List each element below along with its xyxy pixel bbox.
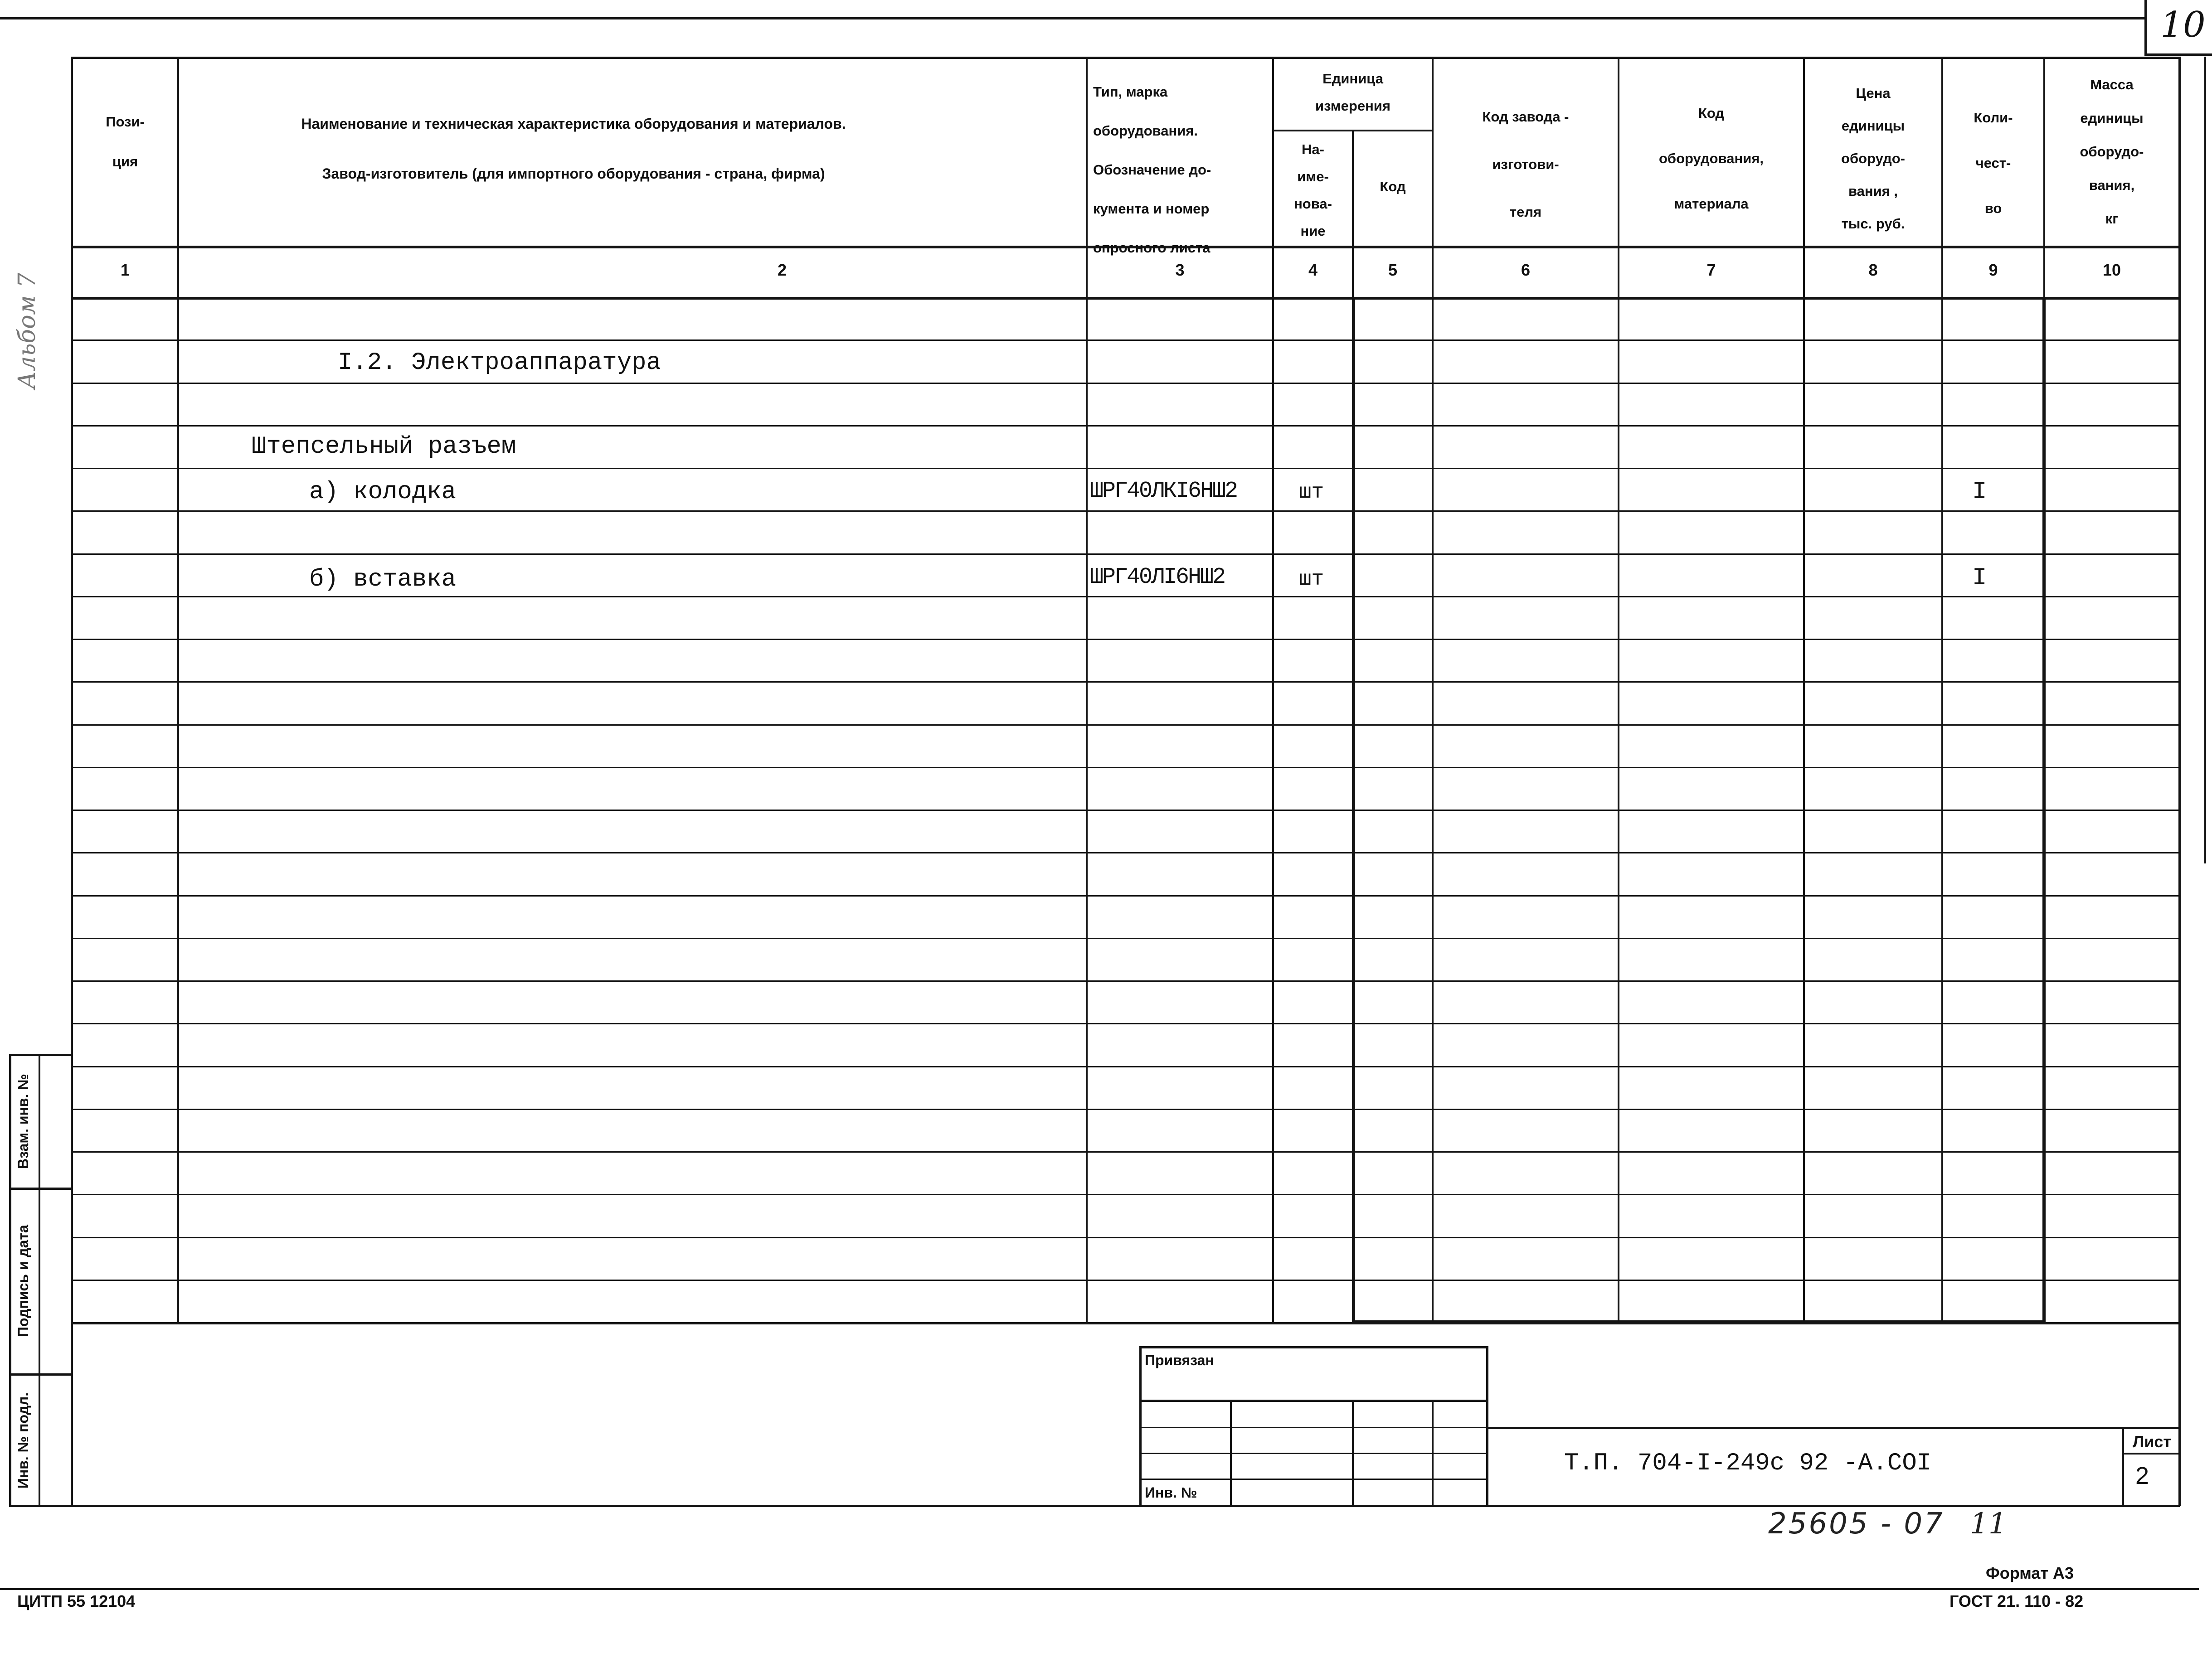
header-equipment-code: Код оборудования, материала <box>1658 105 1764 212</box>
side-album-text: Альбом 7 <box>14 272 41 389</box>
item-a-name: а) колодка <box>309 478 457 506</box>
header-unit-mass: Масса единицы оборудо- вания, кг <box>2080 77 2144 227</box>
document-code: Т.П. 704-I-249с 92 -А.СОI <box>1564 1450 1932 1477</box>
print-code: ЦИТП 55 12104 <box>17 1592 136 1610</box>
stamp-replaced-inv: Взам. инв. № <box>15 1074 31 1169</box>
bottom-rule <box>0 1588 2199 1590</box>
sheet-corner-number: 10 <box>2160 5 2206 45</box>
item-b-unit: шт <box>1299 567 1324 591</box>
item-a-type: ШРГ40ЛКI6НШ2 <box>1090 478 1237 504</box>
item-a-quantity: I <box>1972 478 1987 506</box>
column-number: 5 <box>1388 261 1398 279</box>
column-number: 4 <box>1308 261 1318 279</box>
header-unit-name: На- име- нова- ние <box>1294 141 1332 239</box>
header-quantity: Коли- чест- во <box>1974 110 2013 216</box>
section-title: I.2. Электроаппаратура <box>338 349 661 377</box>
column-number: 2 <box>777 261 787 279</box>
header-factory-code: Код завода - изготови- теля <box>1482 109 1569 220</box>
stamp-original-inv: Инв. № подл. <box>15 1392 31 1489</box>
column-number: 8 <box>1868 261 1878 279</box>
handwritten-page: 11 <box>1970 1507 2007 1541</box>
stamp-signature-date: Подпись и дата <box>15 1225 31 1337</box>
item-b-type: ШРГ40ЛI6НШ2 <box>1090 564 1225 590</box>
column-number: 3 <box>1175 261 1185 279</box>
sheet-number: 2 <box>2135 1462 2149 1489</box>
item-group-name: Штепсельный разъем <box>252 433 516 461</box>
column-number: 6 <box>1521 261 1531 279</box>
header-position: Пози- ция <box>106 114 145 170</box>
item-b-name: б) вставка <box>309 566 457 593</box>
item-b-quantity: I <box>1972 564 1987 592</box>
standard-label: ГОСТ 21. 110 - 82 <box>1949 1592 2084 1610</box>
header-unit-code: Код <box>1380 179 1406 194</box>
header-type-mark: Тип, марка оборудования. Обозначение до- кумента и номер опросного листа <box>1093 84 1211 256</box>
header-unit-group: Единица измерения <box>1315 71 1390 114</box>
header-name-description: Наименование и техническая характеристика оборудования и материалов. Завод-изготовитель (для импортного оборудования - страна, фирма) <box>301 116 846 182</box>
column-number: 10 <box>2102 261 2121 279</box>
column-number: 1 <box>120 261 130 279</box>
header-unit-price: Цена единицы оборудо- вания , тыс. руб. <box>1841 85 1905 232</box>
binding-inv-label: Инв. № <box>1145 1484 1197 1501</box>
handwritten-code: 25605 - 07 <box>1768 1507 1945 1541</box>
column-number: 7 <box>1706 261 1716 279</box>
format-label: Формат А3 <box>1986 1564 2074 1582</box>
column-number: 9 <box>1988 261 1998 279</box>
item-a-unit: шт <box>1299 480 1324 504</box>
sheet-label: Лист <box>2132 1432 2172 1451</box>
binding-title: Привязан <box>1145 1352 1214 1368</box>
